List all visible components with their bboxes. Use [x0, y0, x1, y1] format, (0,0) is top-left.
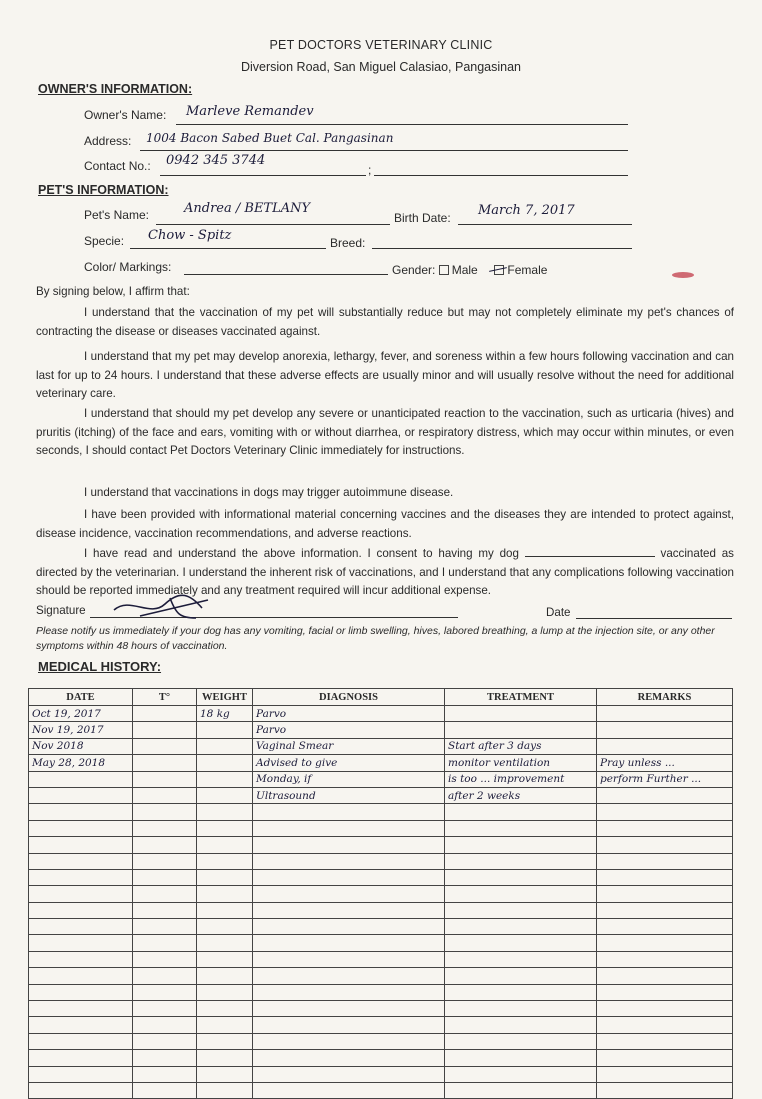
- cell-temperature[interactable]: [133, 1017, 197, 1033]
- birth-date-line: [458, 224, 632, 225]
- cell-date[interactable]: [29, 968, 133, 984]
- cell-date[interactable]: [29, 919, 133, 935]
- cell-diagnosis[interactable]: [253, 853, 445, 869]
- male-checkbox[interactable]: [439, 265, 449, 275]
- cell-treatment[interactable]: [445, 820, 597, 836]
- cell-treatment[interactable]: [445, 869, 597, 885]
- cell-treatment[interactable]: [445, 919, 597, 935]
- birth-date-value[interactable]: March 7, 2017: [478, 203, 575, 218]
- cell-diagnosis[interactable]: [253, 984, 445, 1000]
- table-row: [29, 951, 733, 967]
- owner-name-line: [176, 124, 628, 125]
- female-checkbox[interactable]: [494, 265, 504, 275]
- table-row: [29, 869, 733, 885]
- cell-remarks[interactable]: [597, 853, 733, 869]
- cell-weight[interactable]: [197, 771, 253, 787]
- cell-remarks[interactable]: [597, 1033, 733, 1049]
- cell-treatment[interactable]: [445, 1033, 597, 1049]
- cell-weight[interactable]: [197, 837, 253, 853]
- cell-diagnosis[interactable]: Advised to give: [253, 755, 445, 771]
- date-label: Date: [546, 606, 571, 619]
- clinic-address: Diversion Road, San Miguel Calasiao, Pangasinan: [240, 60, 522, 74]
- table-row: [29, 706, 733, 722]
- cell-diagnosis[interactable]: [253, 919, 445, 935]
- gender-field: [392, 263, 547, 277]
- table-row: [29, 1001, 733, 1017]
- cell-remarks[interactable]: [597, 919, 733, 935]
- medical-history-body: [29, 706, 733, 1099]
- cell-diagnosis[interactable]: [253, 1001, 445, 1017]
- cell-weight[interactable]: [197, 820, 253, 836]
- contact-line-1: [160, 175, 366, 176]
- table-row: [29, 984, 733, 1000]
- cell-weight[interactable]: [197, 853, 253, 869]
- contact-value[interactable]: 0942 345 3744: [166, 153, 266, 168]
- table-row: [29, 820, 733, 836]
- dog-name-blank[interactable]: [525, 546, 655, 557]
- contact-label: Contact No.:: [84, 159, 151, 173]
- cell-weight[interactable]: [197, 787, 253, 803]
- consent-paragraph-5: I have been provided with informational material concerning vaccines and the diseases they are intended to protect against, disease incidence, vaccination recommendations, and adverse reactions.: [36, 508, 734, 540]
- cell-diagnosis[interactable]: [253, 902, 445, 918]
- breed-label: Breed:: [330, 236, 366, 250]
- cell-temperature[interactable]: [133, 853, 197, 869]
- signature-label: Signature: [36, 604, 86, 617]
- specie-line: [130, 248, 326, 249]
- cell-diagnosis[interactable]: Monday, if: [253, 771, 445, 787]
- cell-treatment[interactable]: Start after 3 days: [445, 738, 597, 754]
- cell-diagnosis[interactable]: [253, 935, 445, 951]
- cell-remarks[interactable]: [597, 722, 733, 738]
- table-row: [29, 919, 733, 935]
- cell-date[interactable]: [29, 951, 133, 967]
- specie-value[interactable]: Chow - Spitz: [148, 228, 232, 243]
- table-row: [29, 1017, 733, 1033]
- contact-separator: ;: [368, 163, 372, 177]
- cell-temperature[interactable]: [133, 984, 197, 1000]
- consent-paragraph-6-start: I have read and understand the above information. I consent to having my dog: [84, 547, 519, 560]
- cell-weight[interactable]: [197, 1001, 253, 1017]
- cell-date[interactable]: [29, 869, 133, 885]
- table-row: [29, 1050, 733, 1066]
- cell-diagnosis[interactable]: Vaginal Smear: [253, 738, 445, 754]
- consent-intro: By signing below, I affirm that:: [36, 285, 190, 298]
- cell-treatment[interactable]: [445, 886, 597, 902]
- symptom-notice: Please notify us immediately if your dog has any vomiting, facial or limb swelling, hives, labored breathing, a lump at the injection site, or any other symptoms within 48 hours of vaccination.: [36, 625, 715, 652]
- cell-date[interactable]: Nov 2018: [29, 738, 133, 754]
- pet-section-title: PET'S INFORMATION:: [38, 183, 169, 197]
- cell-diagnosis[interactable]: Parvo: [253, 722, 445, 738]
- address-label: Address:: [84, 134, 132, 148]
- cell-treatment[interactable]: [445, 722, 597, 738]
- consent-paragraph-1: I understand that the vaccination of my pet will substantially reduce but may not completely eliminate my pet's chances of contracting the disease or diseases vaccinated against.: [36, 306, 734, 338]
- pet-name-value[interactable]: Andrea / BETLANY: [184, 201, 311, 216]
- cell-diagnosis[interactable]: [253, 804, 445, 820]
- table-row: [29, 722, 733, 738]
- cell-date[interactable]: [29, 804, 133, 820]
- column-header-date: DATE: [29, 689, 133, 706]
- cell-remarks[interactable]: [597, 1050, 733, 1066]
- date-line: [576, 618, 732, 619]
- table-row: [29, 738, 733, 754]
- cell-treatment[interactable]: after 2 weeks: [445, 787, 597, 803]
- cell-temperature[interactable]: [133, 837, 197, 853]
- cell-temperature[interactable]: [133, 1066, 197, 1082]
- cell-date[interactable]: May 28, 2018: [29, 755, 133, 771]
- cell-date[interactable]: [29, 1082, 133, 1098]
- cell-diagnosis[interactable]: [253, 968, 445, 984]
- cell-remarks[interactable]: [597, 886, 733, 902]
- gender-label: Gender:: [392, 263, 436, 277]
- birth-date-label: Birth Date:: [394, 211, 451, 225]
- cell-weight[interactable]: [197, 886, 253, 902]
- cell-date[interactable]: [29, 1050, 133, 1066]
- cell-treatment[interactable]: [445, 837, 597, 853]
- table-row: [29, 837, 733, 853]
- cell-diagnosis[interactable]: [253, 1017, 445, 1033]
- cell-temperature[interactable]: [133, 804, 197, 820]
- owner-name-value[interactable]: Marleve Remandev: [186, 104, 314, 119]
- cell-date[interactable]: [29, 984, 133, 1000]
- consent-paragraph-4: I understand that vaccinations in dogs may trigger autoimmune disease.: [84, 486, 454, 499]
- cell-diagnosis[interactable]: [253, 837, 445, 853]
- table-row: [29, 886, 733, 902]
- cell-weight[interactable]: [197, 738, 253, 754]
- cell-temperature[interactable]: [133, 1033, 197, 1049]
- cell-temperature[interactable]: [133, 755, 197, 771]
- signature-scribble[interactable]: [110, 588, 220, 626]
- cell-treatment[interactable]: [445, 951, 597, 967]
- owner-name-label: Owner's Name:: [84, 108, 167, 122]
- cell-treatment[interactable]: [445, 1001, 597, 1017]
- cell-temperature[interactable]: [133, 1050, 197, 1066]
- cell-diagnosis[interactable]: [253, 886, 445, 902]
- cell-remarks[interactable]: [597, 820, 733, 836]
- table-row: [29, 755, 733, 771]
- cell-remarks[interactable]: [597, 869, 733, 885]
- cell-remarks[interactable]: [597, 787, 733, 803]
- table-header-row: [29, 689, 733, 706]
- column-header-remarks: REMARKS: [597, 689, 733, 706]
- cell-weight[interactable]: [197, 984, 253, 1000]
- cell-weight[interactable]: [197, 804, 253, 820]
- table-row: [29, 1066, 733, 1082]
- pet-name-line: [156, 224, 390, 225]
- cell-temperature[interactable]: [133, 919, 197, 935]
- cell-remarks[interactable]: [597, 968, 733, 984]
- column-header-weight: WEIGHT: [197, 689, 253, 706]
- cell-date[interactable]: [29, 886, 133, 902]
- cell-temperature[interactable]: [133, 869, 197, 885]
- cell-treatment[interactable]: [445, 706, 597, 722]
- cell-temperature[interactable]: [133, 706, 197, 722]
- column-header-diagnosis: DIAGNOSIS: [253, 689, 445, 706]
- cell-weight[interactable]: [197, 1050, 253, 1066]
- cell-diagnosis[interactable]: [253, 869, 445, 885]
- cell-remarks[interactable]: [597, 1001, 733, 1017]
- cell-weight[interactable]: [197, 1082, 253, 1098]
- cell-temperature[interactable]: [133, 738, 197, 754]
- cell-temperature[interactable]: [133, 1001, 197, 1017]
- medical-history-title: MEDICAL HISTORY:: [38, 659, 162, 674]
- column-header-treatment: TREATMENT: [445, 689, 597, 706]
- cell-treatment[interactable]: [445, 1017, 597, 1033]
- cell-remarks[interactable]: Pray unless ...: [597, 755, 733, 771]
- cell-treatment[interactable]: [445, 1082, 597, 1098]
- cell-date[interactable]: [29, 853, 133, 869]
- table-row: [29, 804, 733, 820]
- female-label: Female: [507, 263, 548, 277]
- cell-remarks[interactable]: perform Further ...: [597, 771, 733, 787]
- table-row: [29, 902, 733, 918]
- cell-remarks[interactable]: [597, 706, 733, 722]
- ink-stain: [672, 272, 694, 278]
- table-row: [29, 968, 733, 984]
- cell-treatment[interactable]: [445, 968, 597, 984]
- cell-weight[interactable]: [197, 1033, 253, 1049]
- cell-treatment[interactable]: [445, 984, 597, 1000]
- cell-weight[interactable]: [197, 919, 253, 935]
- cell-weight[interactable]: [197, 755, 253, 771]
- cell-date[interactable]: [29, 1066, 133, 1082]
- male-label: Male: [451, 263, 478, 277]
- cell-remarks[interactable]: [597, 902, 733, 918]
- cell-remarks[interactable]: [597, 1017, 733, 1033]
- column-header-temperature: T°: [133, 689, 197, 706]
- cell-remarks[interactable]: [597, 951, 733, 967]
- pet-name-label: Pet's Name:: [84, 208, 149, 222]
- cell-date[interactable]: Oct 19, 2017: [29, 706, 133, 722]
- cell-weight[interactable]: [197, 968, 253, 984]
- cell-date[interactable]: [29, 1033, 133, 1049]
- cell-weight[interactable]: [197, 869, 253, 885]
- cell-remarks[interactable]: [597, 1066, 733, 1082]
- cell-date[interactable]: [29, 902, 133, 918]
- address-value[interactable]: 1004 Bacon Sabed Buet Cal. Pangasinan: [146, 131, 394, 145]
- cell-temperature[interactable]: [133, 968, 197, 984]
- cell-treatment[interactable]: [445, 853, 597, 869]
- cell-temperature[interactable]: [133, 1082, 197, 1098]
- cell-treatment[interactable]: monitor ventilation: [445, 755, 597, 771]
- cell-diagnosis[interactable]: Parvo: [253, 706, 445, 722]
- cell-date[interactable]: [29, 837, 133, 853]
- contact-line-2: [374, 175, 628, 176]
- cell-date[interactable]: [29, 787, 133, 803]
- table-row: [29, 935, 733, 951]
- cell-date[interactable]: Nov 19, 2017: [29, 722, 133, 738]
- cell-diagnosis[interactable]: [253, 1050, 445, 1066]
- cell-temperature[interactable]: [133, 886, 197, 902]
- cell-remarks[interactable]: [597, 935, 733, 951]
- cell-date[interactable]: [29, 1001, 133, 1017]
- cell-treatment[interactable]: [445, 902, 597, 918]
- cell-temperature[interactable]: [133, 820, 197, 836]
- address-line: [140, 150, 628, 151]
- specie-label: Specie:: [84, 234, 125, 248]
- color-markings-line: [184, 274, 388, 275]
- cell-diagnosis[interactable]: [253, 1066, 445, 1082]
- cell-weight[interactable]: [197, 722, 253, 738]
- consent-paragraph-6-end: vaccinated as directed by the veterinarian. I understand the inherent risk of vaccinations, and I understand that any complications following vaccination should be reported immediately and any treatment required will incur additional expense.: [36, 547, 734, 597]
- cell-temperature[interactable]: [133, 787, 197, 803]
- cell-date[interactable]: [29, 771, 133, 787]
- cell-treatment[interactable]: is too ... improvement: [445, 771, 597, 787]
- cell-remarks[interactable]: [597, 837, 733, 853]
- cell-remarks[interactable]: [597, 984, 733, 1000]
- cell-weight[interactable]: 18 kg: [197, 706, 253, 722]
- color-markings-label: Color/ Markings:: [84, 260, 172, 274]
- table-row: [29, 1033, 733, 1049]
- cell-remarks[interactable]: [597, 738, 733, 754]
- cell-weight[interactable]: [197, 1066, 253, 1082]
- cell-treatment[interactable]: [445, 1050, 597, 1066]
- cell-diagnosis[interactable]: [253, 820, 445, 836]
- cell-treatment[interactable]: [445, 804, 597, 820]
- cell-diagnosis[interactable]: [253, 951, 445, 967]
- cell-temperature[interactable]: [133, 935, 197, 951]
- consent-paragraph-2: I understand that my pet may develop anorexia, lethargy, fever, and soreness within a few hours following vaccination and can last for up to 24 hours. I understand that these adverse effects are usually minor and will usually resolve without the need for additional veterinary care.: [36, 350, 734, 400]
- cell-weight[interactable]: [197, 902, 253, 918]
- cell-weight[interactable]: [197, 1017, 253, 1033]
- cell-date[interactable]: [29, 820, 133, 836]
- cell-temperature[interactable]: [133, 951, 197, 967]
- owner-section-title: OWNER'S INFORMATION:: [38, 82, 193, 96]
- cell-weight[interactable]: [197, 951, 253, 967]
- cell-diagnosis[interactable]: Ultrasound: [253, 787, 445, 803]
- table-row: [29, 787, 733, 803]
- table-row: [29, 853, 733, 869]
- cell-weight[interactable]: [197, 935, 253, 951]
- cell-date[interactable]: [29, 935, 133, 951]
- table-row: [29, 1082, 733, 1098]
- cell-diagnosis[interactable]: [253, 1033, 445, 1049]
- cell-treatment[interactable]: [445, 935, 597, 951]
- cell-remarks[interactable]: [597, 1082, 733, 1098]
- cell-date[interactable]: [29, 1017, 133, 1033]
- cell-temperature[interactable]: [133, 771, 197, 787]
- cell-temperature[interactable]: [133, 722, 197, 738]
- medical-history-table: [28, 688, 733, 1099]
- cell-treatment[interactable]: [445, 1066, 597, 1082]
- cell-temperature[interactable]: [133, 902, 197, 918]
- clinic-name: PET DOCTORS VETERINARY CLINIC: [269, 38, 493, 52]
- breed-line: [372, 248, 632, 249]
- cell-diagnosis[interactable]: [253, 1082, 445, 1098]
- consent-paragraph-3: I understand that should my pet develop any severe or unanticipated reaction to the vaccination, such as urticaria (hives) and pruritis (itching) of the face and ears, vomiting with or without diarrhea, or respiratory distress, which may occur within minutes, or even seconds, I should contact Pet Doctors Veterinary Clinic immediately for instructions.: [36, 407, 734, 457]
- table-row: [29, 771, 733, 787]
- cell-remarks[interactable]: [597, 804, 733, 820]
